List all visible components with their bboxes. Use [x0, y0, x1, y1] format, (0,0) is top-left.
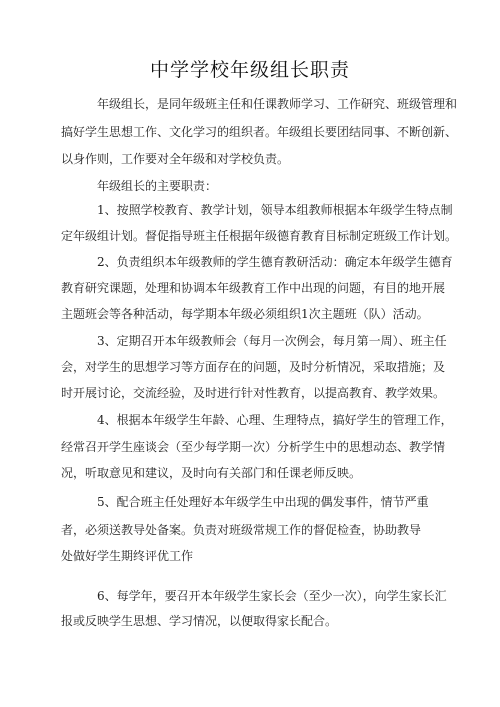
paragraph-line: 5、配合班主任处理好本年级学生中出现的偶发事件，情节严重 — [97, 495, 429, 509]
paragraph-line: 年级组长的主要职责： — [97, 179, 218, 193]
paragraph-line: 报或反映学生思想、学习情况，以便取得家长配合。 — [61, 614, 338, 628]
paragraph-line: 3、定期召开本年级教师会（每月一次例会，每月第一周）、班主任 — [97, 334, 447, 348]
paragraph-line: 况，听取意见和建议，及时向有关部门和任课老师反映。 — [61, 466, 362, 480]
paragraph-line: 年级组长，是同年级班主任和任课教师学习、工作研究、班级管理和 — [97, 97, 458, 111]
paragraph-line: 者，必须送教导处备案。负责对班级常规工作的督促检查，协助教导 — [61, 523, 422, 537]
paragraph-line: 会，对学生的思想学习等方面存在的问题，及时分析情况，采取措施；及 — [61, 360, 446, 374]
paragraph-line: 6、每学年，要召开本年级学生家长会（至少一次），向学生家长汇 — [97, 589, 447, 603]
page-title: 中学学校年级组长职责 — [149, 59, 350, 81]
paragraph-line: 处做好学生期终评优工作 — [61, 549, 194, 563]
paragraph-line: 主题班会等各种活动，每学期本年级必须组织1次主题班（队）活动。 — [61, 307, 429, 321]
paragraph-line: 1、按照学校教育、教学计划，领导本组教师根据本年级学生特点制 — [97, 203, 453, 217]
paragraph-line: 2、负责组织本年级教师的学生德育教研活动：确定本年级学生德育 — [97, 255, 453, 269]
paragraph-line: 经常召开学生座谈会（至少每学期一次）分析学生中的思想动态、教学情 — [61, 440, 446, 454]
paragraph-line: 搞好学生思想工作、文化学习的组织者。年级组长要团结同事、不断创新、 — [61, 125, 458, 139]
paragraph-line: 时开展讨论，交流经验，及时进行针对性教育，以提高教育、教学效果。 — [61, 386, 446, 400]
paragraph-line: 教育研究课题，处理和协调本年级教育工作中出现的问题，有目的地开展 — [61, 281, 446, 295]
paragraph-line: 4、根据本年级学生年龄、心理、生理特点，搞好学生的管理工作， — [97, 413, 453, 427]
paragraph-line: 定年级组计划。督促指导班主任根据年级德育教育目标制定班级工作计划。 — [61, 229, 458, 243]
paragraph-line: 以身作则，工作要对全年级和对学校负责。 — [61, 152, 290, 166]
